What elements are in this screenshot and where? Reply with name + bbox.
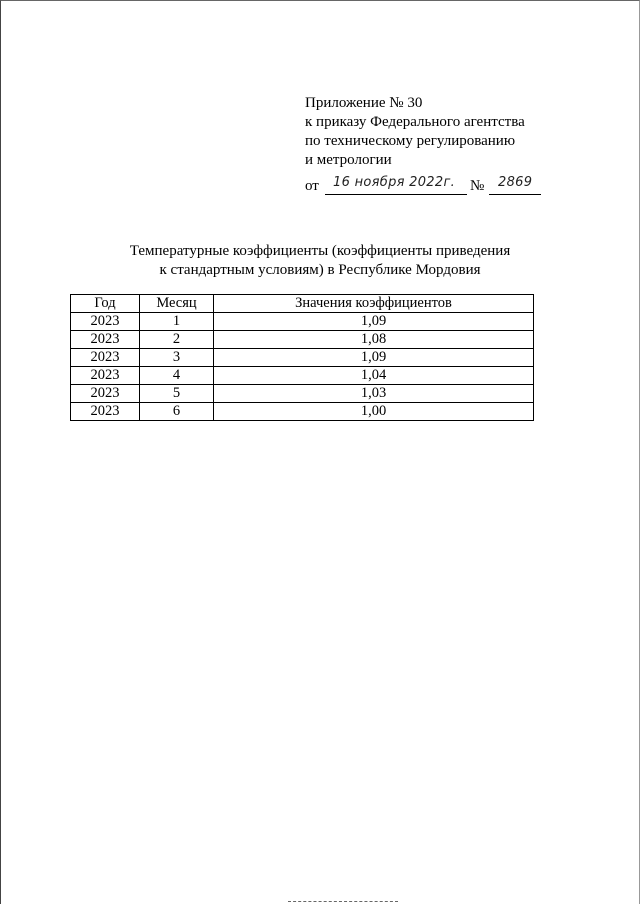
cell-month: 4 <box>140 367 214 385</box>
cell-year: 2023 <box>71 385 140 403</box>
cell-coefficient: 1,09 <box>214 313 534 331</box>
cell-year: 2023 <box>71 349 140 367</box>
cell-coefficient: 1,08 <box>214 331 534 349</box>
cell-month: 5 <box>140 385 214 403</box>
cell-year: 2023 <box>71 313 140 331</box>
table-row <box>71 349 534 367</box>
cell-month: 6 <box>140 403 214 421</box>
cell-month: 3 <box>140 349 214 367</box>
cell-month: 2 <box>140 331 214 349</box>
title-line-2: к стандартным условиям) в Республике Мордовия <box>159 262 481 278</box>
header-coefficient: Значения коэффициентов <box>214 295 534 313</box>
cell-coefficient: 1,04 <box>214 367 534 385</box>
appendix-line-2: к приказу Федерального агентства <box>305 114 525 130</box>
date-underline <box>325 194 467 195</box>
order-date-number-line <box>305 174 533 196</box>
cell-year: 2023 <box>71 403 140 421</box>
table-header-row <box>71 295 534 313</box>
number-underline <box>489 194 541 195</box>
table-row <box>71 385 534 403</box>
table-row <box>71 313 534 331</box>
title-line-1: Температурные коэффициенты (коэффициенты приведения <box>129 243 511 259</box>
table-row <box>71 331 534 349</box>
handwritten-number: 2869 <box>498 175 533 190</box>
number-prefix: № <box>470 178 485 194</box>
header-year: Год <box>71 295 140 313</box>
header-month: Месяц <box>140 295 214 313</box>
table-row <box>71 403 534 421</box>
cell-coefficient: 1,03 <box>214 385 534 403</box>
cell-year: 2023 <box>71 367 140 385</box>
cell-year: 2023 <box>71 331 140 349</box>
table-row <box>71 367 534 385</box>
document-title <box>0 242 640 280</box>
appendix-line-1: Приложение № 30 <box>305 95 423 111</box>
handwritten-date: 16 ноября 2022г. <box>333 175 456 190</box>
page-bottom-dash <box>288 901 398 902</box>
appendix-block <box>305 94 533 196</box>
appendix-line-4: и метрологии <box>305 152 392 168</box>
date-prefix: от <box>305 178 319 194</box>
cell-coefficient: 1,09 <box>214 349 534 367</box>
cell-coefficient: 1,00 <box>214 403 534 421</box>
appendix-line-3: по техническому регулированию <box>305 133 516 149</box>
coefficients-table <box>70 294 534 421</box>
cell-month: 1 <box>140 313 214 331</box>
